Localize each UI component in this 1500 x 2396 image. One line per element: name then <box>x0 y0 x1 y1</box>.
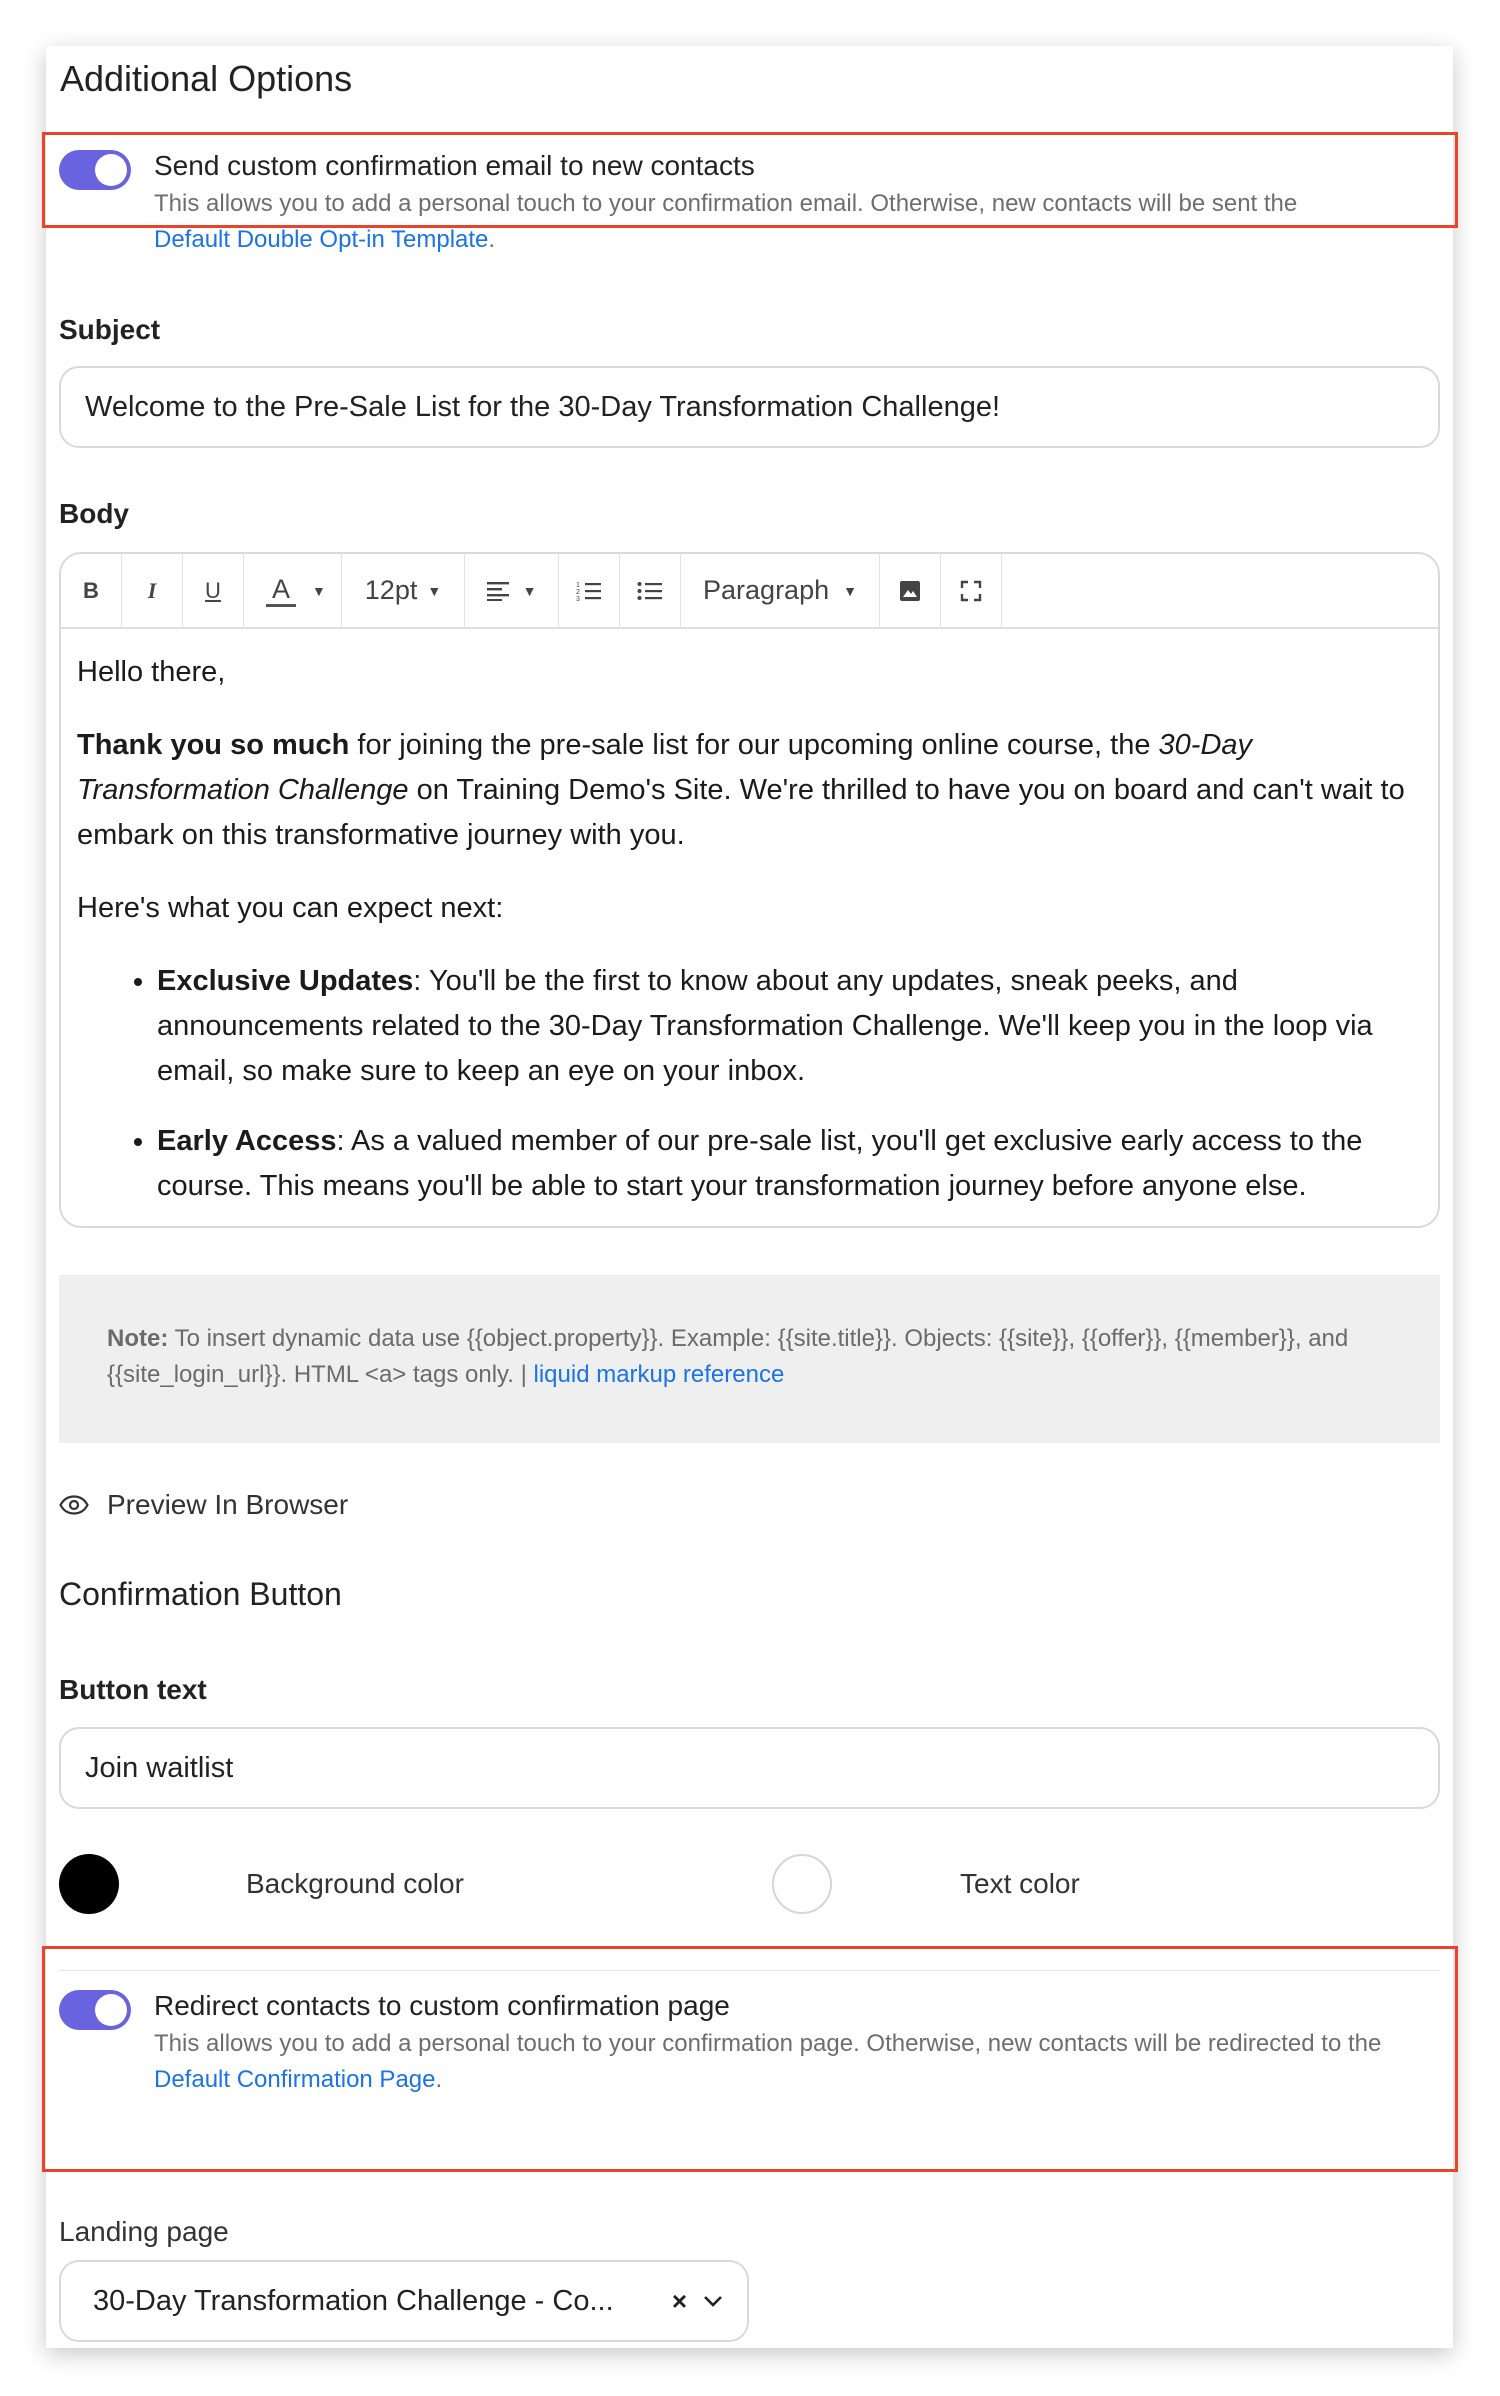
font-color-icon <box>266 574 296 607</box>
intro-text-b: on Training Demo's Site. We're thrilled to have you on board and can't wait to embark on this transformative journey with you. <box>77 774 1405 851</box>
ordered-list-button[interactable] <box>559 554 620 627</box>
italic-icon: I <box>147 577 157 603</box>
underline-button[interactable] <box>183 554 244 627</box>
redirect-desc-end: . <box>435 2066 443 2093</box>
intro-paragraph <box>77 723 1422 858</box>
default-double-opt-in-link[interactable]: Default Double Opt-in Template <box>154 226 489 253</box>
custom-email-title: Send custom confirmation email to new contacts <box>154 150 755 181</box>
button-text-input[interactable] <box>59 1727 1440 1809</box>
expect-paragraph: Here's what you can expect next: <box>77 892 504 924</box>
list-item-text: : You'll be the first to know about any updates, sneak peeks, and announcements related to the 30-Day Transformation Challenge. We'll keep you in the loop via email, so make sure to keep an eye on your inbox. <box>157 965 1373 1087</box>
additional-options-panel <box>46 46 1453 2348</box>
course-name: 30-Day Transformation Challenge <box>77 729 1253 806</box>
custom-email-toggle[interactable] <box>59 150 131 190</box>
background-color-label: Background color <box>246 1868 464 1899</box>
custom-email-desc-end: . <box>488 226 496 253</box>
eye-icon <box>59 1495 89 1515</box>
list-item-title: Early Access <box>157 1125 337 1157</box>
block-format-value: Paragraph <box>703 575 830 605</box>
chevron-down-icon: ▼ <box>312 582 326 599</box>
chevron-down-icon: ▼ <box>427 582 442 599</box>
font-color-button[interactable] <box>244 554 342 627</box>
landing-page-value: 30-Day Transformation Challenge - Co... <box>93 2284 614 2317</box>
clear-icon[interactable]: × <box>671 2285 687 2316</box>
redirect-desc-text: This allows you to add a personal touch to your confirmation page. Otherwise, new contacts will be redirected to the <box>154 2030 1382 2057</box>
subject-value: Welcome to the Pre-Sale List for the 30-Day Transformation Challenge! <box>85 390 1001 423</box>
chevron-down-icon: ▼ <box>522 582 537 599</box>
toggle-knob <box>95 154 127 186</box>
align-dropdown[interactable] <box>465 554 559 627</box>
svg-text:1: 1 <box>576 581 580 589</box>
button-text-value: Join waitlist <box>85 1751 234 1784</box>
landing-page-select[interactable] <box>59 2260 749 2342</box>
font-color-letter: A <box>271 574 290 604</box>
list-item-text: : As a valued member of our pre-sale list, you'll get exclusive early access to the course. This means you'll be able to start your transformation journey before anyone else. <box>157 1125 1363 1202</box>
liquid-markup-link[interactable]: liquid markup reference <box>533 1361 785 1388</box>
rich-text-editor[interactable] <box>59 552 1440 1228</box>
bold-icon: B <box>83 577 99 603</box>
block-format-dropdown[interactable] <box>681 554 880 627</box>
fullscreen-button[interactable] <box>941 554 1002 627</box>
custom-email-description <box>154 186 1444 258</box>
align-left-icon <box>487 581 511 601</box>
redirect-description <box>154 2026 1444 2098</box>
image-icon <box>899 580 921 602</box>
dynamic-data-note <box>59 1275 1440 1443</box>
insert-image-button[interactable] <box>880 554 941 627</box>
custom-email-desc-text: This allows you to add a personal touch to your confirmation email. Otherwise, new contacts will be sent the <box>154 190 1298 217</box>
preview-label: Preview In Browser <box>107 1489 349 1520</box>
toggle-knob <box>95 1994 127 2026</box>
editor-toolbar <box>61 554 1438 629</box>
text-color-swatch[interactable] <box>772 1854 832 1914</box>
italic-button[interactable] <box>122 554 183 627</box>
redirect-title: Redirect contacts to custom confirmation page <box>154 1990 730 2021</box>
intro-text-a: for joining the pre-sale list for our upcoming online course, the <box>349 729 1159 761</box>
section-title: Additional Options <box>60 58 353 99</box>
list-item <box>157 959 1422 1094</box>
bullet-list-icon <box>637 581 663 601</box>
chevron-down-icon: ▼ <box>843 582 857 599</box>
underline-icon: U <box>205 577 221 603</box>
bullet-list-button[interactable] <box>620 554 681 627</box>
list-item-title: Exclusive Updates <box>157 965 414 997</box>
body-label: Body <box>59 498 129 529</box>
landing-page-label: Landing page <box>59 2216 229 2247</box>
svg-text:3: 3 <box>576 595 580 602</box>
confirmation-button-heading: Confirmation Button <box>59 1576 342 1612</box>
ordered-list-icon <box>576 580 602 602</box>
redirect-toggle[interactable] <box>59 1990 131 2030</box>
subject-label: Subject <box>59 314 161 345</box>
font-size-value: 12pt <box>364 575 418 605</box>
intro-bold: Thank you so much <box>77 729 350 761</box>
text-color-label: Text color <box>960 1868 1080 1899</box>
background-color-swatch[interactable] <box>59 1854 119 1914</box>
editor-content[interactable] <box>77 650 1422 1228</box>
list-item <box>157 1119 1422 1209</box>
button-text-label: Button text <box>59 1674 207 1705</box>
font-size-dropdown[interactable] <box>342 554 465 627</box>
svg-text:2: 2 <box>576 588 580 596</box>
greeting-paragraph: Hello there, <box>77 656 226 688</box>
benefit-list <box>77 959 1422 1209</box>
chevron-down-icon[interactable] <box>703 2295 723 2307</box>
subject-input[interactable] <box>59 366 1440 448</box>
note-text: To insert dynamic data use {{object.property}}. Example: {{site.title}}. Objects: {{site}}, {{offer}}, {{member}}, and {{site_login_url}}. HTML <a> tags only. | <box>107 1325 1349 1388</box>
bold-button[interactable] <box>61 554 122 627</box>
fullscreen-icon <box>960 580 982 602</box>
preview-in-browser-link[interactable] <box>59 1489 348 1521</box>
note-label: Note: <box>107 1325 169 1352</box>
default-confirmation-page-link[interactable]: Default Confirmation Page <box>154 2066 436 2093</box>
